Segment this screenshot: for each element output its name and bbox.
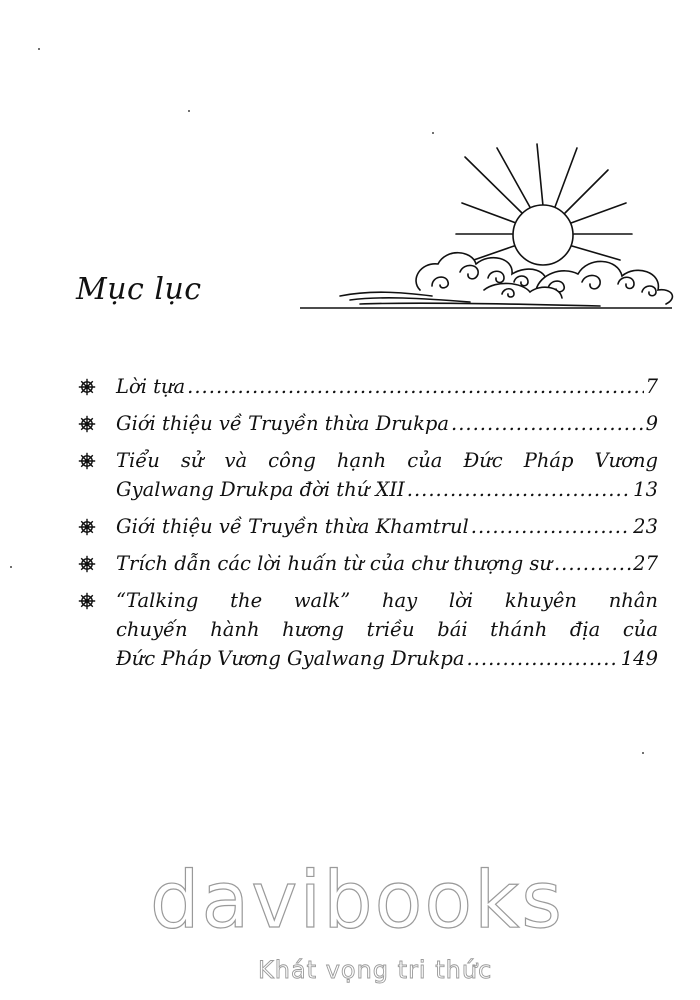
toc-entry[interactable] [78, 446, 658, 504]
toc-page-number: 27 [633, 552, 658, 575]
toc-entry[interactable] [78, 512, 658, 541]
toc-entry[interactable] [78, 372, 658, 401]
dot-leader [187, 372, 643, 401]
dot-leader [407, 475, 631, 504]
toc-entry-title-line: chuyến hành hương triều bái thánh địa của [116, 618, 658, 641]
scan-speck [642, 752, 644, 754]
toc-page-number: 149 [620, 647, 658, 670]
toc-entry-title: Trích dẫn các lời huấn từ của chư thượng sư [116, 552, 552, 575]
toc-entry[interactable] [78, 409, 658, 438]
dharma-wheel-icon [78, 555, 96, 573]
toc-entry-title: Giới thiệu về Truyền thừa Drukpa [116, 412, 450, 435]
toc-page-number: 9 [645, 412, 658, 435]
dharma-wheel-icon [78, 518, 96, 536]
dharma-wheel-icon [78, 452, 96, 470]
dharma-wheel-icon [78, 378, 96, 396]
toc-entry-title-line: Đức Pháp Vương Gyalwang Drukpa [116, 647, 465, 670]
toc-entry[interactable] [78, 549, 658, 578]
dharma-wheel-icon [78, 415, 96, 433]
watermark-brand: davibooks [150, 856, 564, 946]
page-title: Mục lục [76, 272, 202, 307]
toc-entry-title: Lời tựa [116, 375, 186, 398]
dot-leader [471, 512, 631, 541]
scan-speck [38, 48, 40, 50]
dot-leader [451, 409, 644, 438]
toc-entry-title: Giới thiệu về Truyền thừa Khamtrul [116, 515, 469, 538]
toc-entry[interactable] [78, 586, 658, 673]
sun-over-clouds-illustration [300, 140, 680, 320]
toc-page-number: 23 [633, 515, 658, 538]
scan-speck [188, 110, 190, 112]
scan-speck [10, 566, 12, 568]
dot-leader [554, 549, 631, 578]
dot-leader [466, 644, 618, 673]
table-of-contents [78, 372, 658, 673]
scan-speck [432, 132, 434, 134]
toc-entry-title-line: Gyalwang Drukpa đời thứ XII [116, 478, 405, 501]
toc-entry-title-line: “Talking the walk” hay lời khuyên nhân [116, 589, 658, 612]
toc-page-number: 7 [645, 375, 658, 398]
toc-entry-title-line: Tiểu sử và công hạnh của Đức Pháp Vương [116, 449, 658, 472]
toc-page-number: 13 [633, 478, 658, 501]
dharma-wheel-icon [78, 592, 96, 610]
watermark-tagline: Khát vọng tri thức [258, 956, 493, 984]
